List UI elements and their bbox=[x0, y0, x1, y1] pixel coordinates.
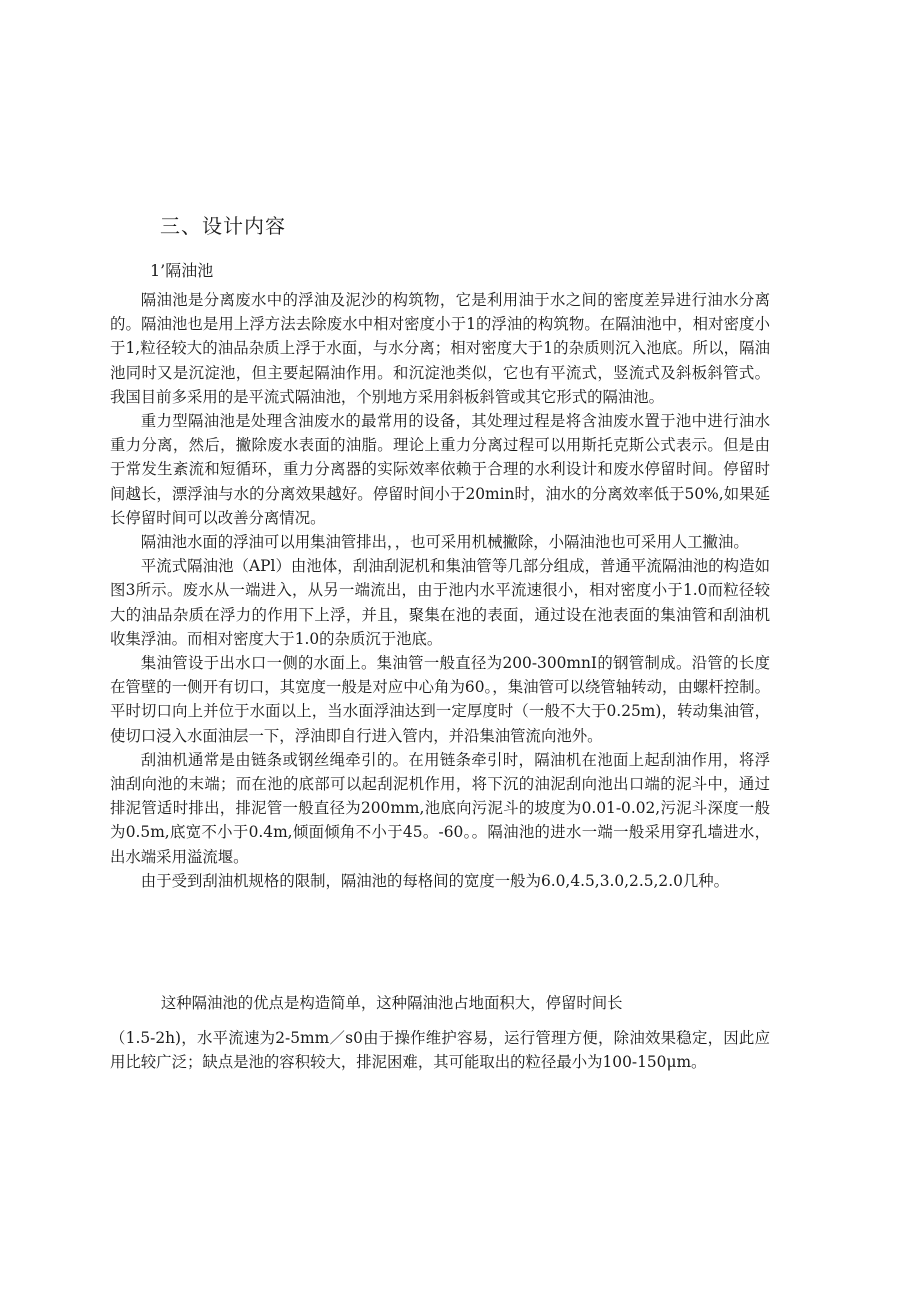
advantages-first-line: 这种隔油池的优点是构造简单，这种隔油池占地面积大，停留时间长 bbox=[160, 994, 623, 1012]
paragraph-oil-scraper: 刮油机通常是由链条或钢丝绳牵引的。在用链条牵引时，隔油机在池面上起刮油作用，将浮油刮向池的末端；而在池的底部可以起刮泥机作用，将下沉的油泥刮向池出口端的泥斗中，通过排泥管适时排出，排泥管一般直径为200mm,池底向污泥斗的坡度为0.01-0.02,污泥斗深度一般为0.5m,底宽不小于0.4m,倾面倾角不小于45。-60。。隔油池的进水一端一般采用穿孔墙进水，出水端采用溢流堰。 bbox=[110, 750, 770, 866]
paragraph-compartment-width: 由于受到刮油机规格的限制，隔油池的每格间的宽度一般为6.0,4.5,3.0,2.5,2.0几种。 bbox=[140, 871, 730, 890]
subsection-title: 1’隔油池 bbox=[150, 261, 214, 280]
paragraph-oil-separator-intro: 隔油池是分离废水中的浮油及泥沙的构筑物，它是利用油于水之间的密度差异进行油水分离的。隔油池也是用上浮方法去除废水中相对密度小于1的浮油的构筑物。在隔油池中，相对密度小于1,粒径较大的油品杂质上浮于水面，与水分离；相对密度大于1的杂质则沉入池底。所以，隔油池同时又是沉淀池，但主要起隔油作用。和沉淀池类似，它也有平流式，竖流式及斜板斜管式。我国目前多采用的是平流式隔油池，个别地方采用斜板斜管或其它形式的隔油池。 bbox=[110, 291, 770, 406]
paragraph-gravity-separator: 重力型隔油池是处理含油废水的最常用的设备，其处理过程是将含油废水置于池中进行油水重力分离，然后，撇除废水表面的油脂。理论上重力分离过程可以用斯托克斯公式表示。但是由于常发生紊流和短循环，重力分离器的实际效率依赖于合理的水利设计和废水停留时间。停留时间越长，漂浮油与水的分离效果越好。停留时间小于20min时，油水的分离效率低于50%,如果延长停留时间可以改善分离情况。 bbox=[110, 412, 770, 527]
body-text bbox=[110, 288, 770, 893]
paragraph-api-separator: 平流式隔油池（APl）由池体，刮油刮泥机和集油管等几部分组成，普通平流隔油池的构造如图3所示。废水从一端进入，从另一端流出，由于池内水平流速很小，相对密度小于1.0而粒径较大的油品杂质在浮力的作用下上浮，并且，聚集在池的表面，通过设在池表面的集油管和刮油机收集浮油。而相对密度大于1.0的杂质沉于池底。 bbox=[110, 557, 770, 648]
advantages-rest: （1.5-2h)，水平流速为2-5mm／s0由于操作维护容易，运行管理方便，除油效果稳定，因此应用比较广泛；缺点是池的容积较大，排泥困难，其可能取出的粒径最小为100-150μm。 bbox=[110, 1028, 770, 1071]
paragraph-oil-collecting-pipe: 集油管设于出水口一侧的水面上。集油管一般直径为200-300mnI的钢管制成。沿管的长度在管壁的一侧开有切口，其宽度一般是对应中心角为60。，集油管可以绕管轴转动，由螺杆控制。平时切口向上并位于水面以上，当水面浮油达到一定厚度时（一般不大于0.25m)，转动集油管，使切口浸入水面油层一下，浮油即自行进入管内，并沿集油管流向池外。 bbox=[110, 654, 770, 745]
paragraph-oil-removal: 隔油池水面的浮油可以用集油管排出，，也可采用机械撇除，小隔油池也可采用人工撇油。 bbox=[140, 533, 749, 552]
section-title: 三、设计内容 bbox=[160, 214, 286, 238]
advantages-text bbox=[110, 991, 770, 1075]
